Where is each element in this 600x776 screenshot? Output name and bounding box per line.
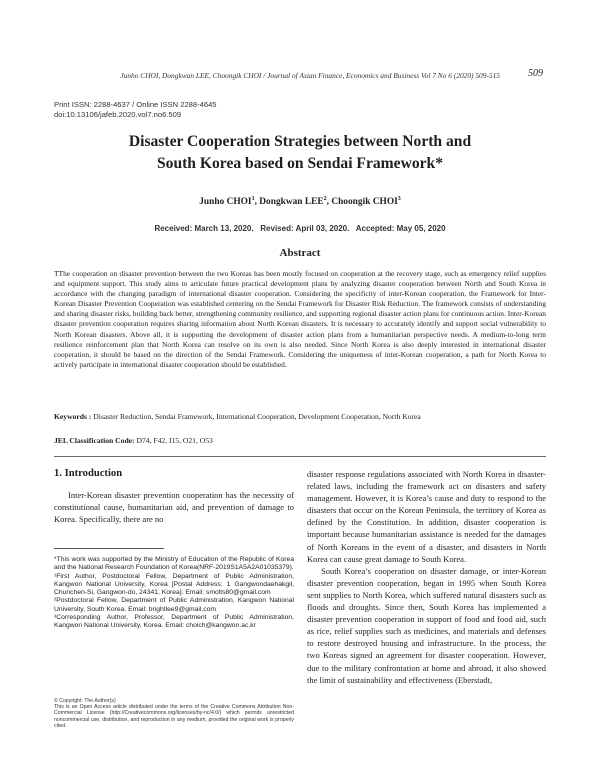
- footnote-rule: [54, 548, 164, 549]
- body-paragraph: South Korea’s cooperation on disaster damage, or inter-Korean disaster prevention cooperation, began in 1995 when South Korea sent supplies to North Korea, which suffered natural disasters such as floods and droughts. Since then, South Korea has implemented a disaster prevention cooperation in support of food and food aid, such as rice, relief supplies such as medicines, and materials and defenses to restore destroyed housing and infrastructure. In the process, the two Koreas signed an agreement for disaster cooperation. However, due to the military confrontation at home and abroad, it also showed the limit of sustainability and effectiveness (Eberstadt,: [307, 565, 546, 685]
- page-number: 509: [528, 68, 543, 79]
- copyright-notice: [54, 698, 294, 729]
- section-divider: [54, 456, 546, 457]
- author-3-affil: 3: [397, 196, 401, 202]
- body-paragraph: disaster response regulations associated with North Korea in disaster-related laws, including the framework act on disasters and safety management. However, it is Korea’s cause and duty to respond to the disasters that occur on the Korean Peninsula, the territory of Korea as defined by the Constitution. In addition, disaster cooperation is important because humanitarian assistance is needed for the damages of North Koreans in the event of a disaster, and disasters in North Korea can cause great damage to South Korea.: [307, 469, 546, 564]
- keywords-label: Keywords :: [54, 412, 92, 421]
- footnote-author-1: ¹First Author, Postdoctoral Fellow, Department of Public Administration, Kangwon National University, Korea [Postal Address: 1 Gangwondaehakgil, Chunchen-Si, Gangwon-do, 24341, Korea]. Email: smolts80@gmail.com: [54, 572, 294, 597]
- keywords-list: Disaster Reduction, Sendai Framework, International Cooperation, Development Cooperation, North Korea: [91, 412, 421, 421]
- footnote-author-2: ²Postdoctoral Fellow, Department of Public Administration, Kangwon National University, South Korea. Email: brightlee9@gmail.com: [54, 597, 294, 613]
- intro-paragraph: Inter-Korean disaster prevention cooperation has the necessity of constitutional cause, humanitarian aid, and prevention of damage to Korea. Specifically, there are no: [54, 490, 294, 525]
- footnotes: [54, 556, 294, 631]
- issn: Print ISSN: 2288-4637 / Online ISSN 2288-4645: [54, 100, 217, 109]
- author-2: Dongkwan LEE: [259, 197, 324, 208]
- paper-title: [70, 131, 530, 175]
- author-2-affil: 2: [323, 196, 327, 202]
- title-line-2: South Korea based on Sendai Framework*: [156, 155, 444, 172]
- jel-label: JEL Classification Code:: [54, 436, 135, 445]
- copyright-line: © Copyright: The Author(s): [54, 698, 116, 704]
- author-1: Junho CHOI: [199, 197, 252, 208]
- submission-dates: Received: March 13, 2020. Revised: April 03, 2020. Accepted: May 05, 2020: [154, 224, 446, 233]
- author-3: Choongik CHOI: [331, 197, 398, 208]
- running-head: Junho CHOI, Dongkwan LEE, Choongik CHOI / Journal of Asian Finance, Economics and Business Vol 7 No 6 (2020) 509-515: [120, 71, 500, 80]
- article-identifiers: [54, 100, 217, 120]
- jel-codes: [54, 436, 546, 445]
- footnote-funding: *This work was supported by the Ministry of Education of the Republic of Korea and the National Research Foundation of Korea(NRF-2019S1A5A2A01035379).: [54, 556, 294, 572]
- doi: doi:10.13106/jafeb.2020.vol7.no6.509: [54, 110, 182, 119]
- abstract-heading: Abstract: [279, 247, 321, 259]
- author-1-affil: 1: [251, 196, 255, 202]
- keywords: [54, 412, 546, 421]
- license-text: This is an Open Access article distributed under the terms of the Creative Commons Attribution Non-Commercial License (http://Creativecommons.org/licenses/by-nc/4.0/) which permits unrestricted noncommercial use, distribution, and reproduction in any medium, provided the original work is properly cited.: [54, 704, 294, 729]
- footnote-author-3: ³Corresponding Author, Professor, Department of Public Administration, Kangwon National University, Korea. Email: choich@kangwon.ac.kr: [54, 614, 294, 630]
- abstract-body: TThe cooperation on disaster prevention between the two Koreas has been mostly focused on cooperation at the recovery stage, such as emergency relief supplies and equipment support. This study aims to articulate future practical development plans by analyzing disaster cooperation between North and South Korea in accordance with the changing paradigm of international disaster cooperation. Considering the specificity of inter-Korean cooperation, the Framework for Inter-Korean Disaster Prevention Cooperation was established centering on the Sendai Framework for Disaster Risk Reduction. The framework consists of understanding and sharing disaster risks, building back better, strengthening community resilience, and supporting regional disaster action plans for continuous action. Inter-Korean disaster prevention cooperation requires sharing information about North Korean disasters. It is necessary to accurately identify and support social vulnerability to North Korean disasters. Above all, it is supporting the development of disaster action plans from a humanitarian perspective needs. A medium-to-long term resilience reinforcement plan that North Korea can resolve on its own is also needed. Since North Korea is also deeply interested in international disaster cooperation, it should be based on the direction of the Sendai Framework. Considering the uniqueness of inter-Korean cooperation, a path for North Korea to actively participate in international disaster cooperation should be established.: [54, 269, 546, 369]
- section-heading-introduction: 1. Introduction: [54, 468, 123, 479]
- right-column-body: [307, 468, 546, 686]
- jel-list: D74, F42, I15, O21, O53: [134, 436, 213, 445]
- title-line-1: Disaster Cooperation Strategies between North and: [128, 133, 472, 150]
- author-list: Junho CHOI$^1$, Dongkwan LEE$^2$, Choongik CHOI$^3$: [199, 196, 401, 208]
